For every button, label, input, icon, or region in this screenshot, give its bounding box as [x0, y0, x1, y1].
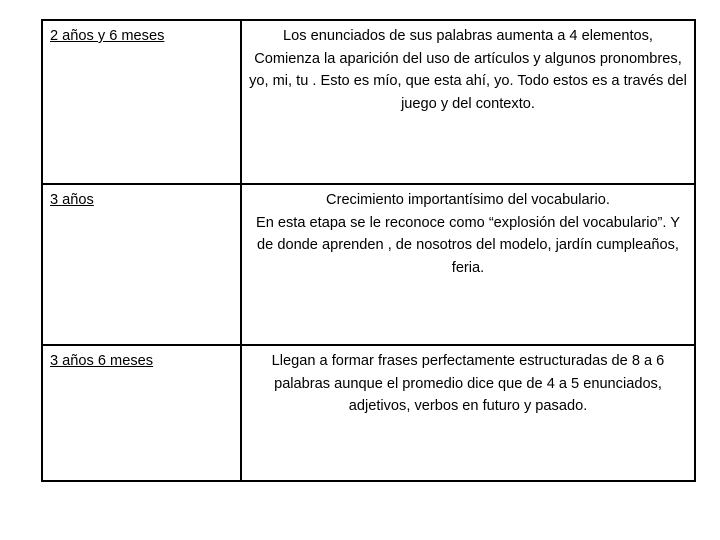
description-cell — [241, 184, 695, 345]
description-cell — [241, 20, 695, 184]
age-label: 3 años 6 meses — [50, 353, 154, 369]
age-label: 2 años y 6 meses — [50, 28, 165, 44]
description — [242, 185, 694, 279]
description-line: Crecimiento importantísimo del vocabulario. — [326, 192, 610, 208]
table-row — [42, 20, 695, 184]
age-label: 3 años — [50, 192, 94, 208]
table-row — [42, 345, 695, 481]
description-cell — [241, 345, 695, 481]
description-line: Llegan a formar frases perfectamente estructuradas de 8 a 6 palabras aunque el promedio dice que de 4 a 5 enunciados, adjetivos, verbos en futuro y pasado. — [271, 353, 665, 414]
description-line: Comienza la aparición del uso de artículos y algunos pronombres, yo, mi, tu . Esto es mío, que esta ahí, yo. Todo estos es a través del juego y del contexto. — [249, 50, 687, 112]
description-line: En esta etapa se le reconoce como “explosión del vocabulario”. Y de donde aprenden , de nosotros del modelo, jardín cumpleaños, feria. — [255, 214, 680, 276]
table-row — [42, 184, 695, 345]
age-cell — [42, 184, 241, 345]
description — [242, 346, 694, 418]
description-line: Los enunciados de sus palabras aumenta a 4 elementos, — [283, 28, 653, 44]
description — [242, 21, 694, 115]
age-cell — [42, 20, 241, 184]
development-table — [41, 19, 696, 482]
age-cell — [42, 345, 241, 481]
